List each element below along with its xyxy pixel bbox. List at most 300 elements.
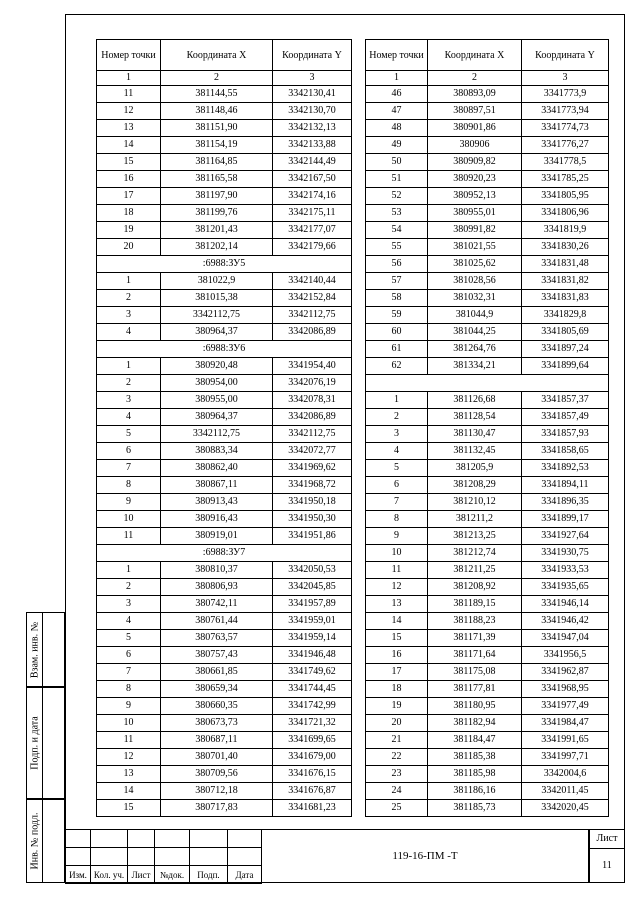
table-row [97, 511, 352, 528]
table-row [366, 681, 609, 698]
point-number-cell: 2 [97, 290, 161, 307]
coordinate-y-cell: 3341806,96 [522, 205, 609, 222]
coordinate-x-cell: 380661,85 [161, 664, 273, 681]
coordinate-y-cell: 3342078,31 [273, 392, 352, 409]
coordinate-x-cell: 380867,11 [161, 477, 273, 494]
point-number-cell: 13 [97, 766, 161, 783]
table-row [97, 664, 352, 681]
coordinate-y-cell: 3342144,49 [273, 154, 352, 171]
table-row [97, 596, 352, 613]
approval-side-strip [26, 612, 65, 883]
point-number-cell: 55 [366, 239, 428, 256]
coordinate-x-cell: 380862,40 [161, 460, 273, 477]
coordinate-y-cell: 3341721,32 [273, 715, 352, 732]
table-row [97, 120, 352, 137]
point-number-cell: 20 [97, 239, 161, 256]
coordinate-x-cell: 381189,15 [428, 596, 522, 613]
table-row [366, 511, 609, 528]
coordinate-y-cell: 3341679,00 [273, 749, 352, 766]
point-number-cell: 18 [366, 681, 428, 698]
coordinate-y-cell: 3341742,99 [273, 698, 352, 715]
coordinate-x-cell: 380709,56 [161, 766, 273, 783]
coordinate-y-cell: 3341681,23 [273, 800, 352, 817]
point-number-cell: 4 [366, 443, 428, 460]
table-row [97, 86, 352, 103]
table-row [97, 171, 352, 188]
point-number-cell: 5 [97, 426, 161, 443]
title-block-column: Дата [228, 866, 262, 884]
coordinate-x-cell: 381208,29 [428, 477, 522, 494]
coordinate-x-cell: 380883,34 [161, 443, 273, 460]
table-row [97, 375, 352, 392]
point-number-cell: 5 [366, 460, 428, 477]
table-row [97, 239, 352, 256]
point-number-cell: 22 [366, 749, 428, 766]
table-row [366, 86, 609, 103]
coordinate-y-cell: 3341699,65 [273, 732, 352, 749]
point-number-cell: 50 [366, 154, 428, 171]
table-row [97, 443, 352, 460]
coordinate-y-cell: 3341968,95 [522, 681, 609, 698]
point-number-cell: 9 [97, 698, 161, 715]
section-header-row [97, 341, 352, 358]
table-header-row [366, 40, 609, 71]
coordinate-x-cell: 380763,57 [161, 630, 273, 647]
point-number-cell: 49 [366, 137, 428, 154]
coordinate-x-cell: 381032,31 [428, 290, 522, 307]
coordinate-y-cell: 3341946,42 [522, 613, 609, 630]
table-row [97, 426, 352, 443]
coordinate-x-cell: 381205,9 [428, 460, 522, 477]
coordinate-y-cell: 3341744,45 [273, 681, 352, 698]
coordinate-x-cell: 381044,25 [428, 324, 522, 341]
coordinate-y-cell: 3341951,86 [273, 528, 352, 545]
column-number: 3 [273, 71, 352, 86]
table-row [97, 732, 352, 749]
table-row [97, 188, 352, 205]
point-number-cell: 2 [97, 579, 161, 596]
table-row [97, 630, 352, 647]
table-row [97, 494, 352, 511]
point-number-cell: 51 [366, 171, 428, 188]
column-number-row [366, 71, 609, 86]
point-number-cell: 62 [366, 358, 428, 375]
coordinate-x-cell: 381211,25 [428, 562, 522, 579]
coordinate-x-cell: 381264,76 [428, 341, 522, 358]
coordinate-x-cell: 380701,40 [161, 749, 273, 766]
point-number-cell: 11 [366, 562, 428, 579]
table-row [366, 528, 609, 545]
coordinates-table-right [365, 39, 609, 817]
coordinate-y-cell: 3341857,37 [522, 392, 609, 409]
side-label: Инв. № подл. [29, 812, 40, 870]
point-number-cell: 56 [366, 256, 428, 273]
coordinate-y-cell: 3341947,04 [522, 630, 609, 647]
table-row [97, 460, 352, 477]
coordinate-y-cell: 3342072,77 [273, 443, 352, 460]
table-row [97, 392, 352, 409]
coordinate-y-cell: 3341933,53 [522, 562, 609, 579]
table-row [366, 256, 609, 273]
point-number-cell: 3 [366, 426, 428, 443]
point-number-cell: 3 [97, 392, 161, 409]
table-row [366, 120, 609, 137]
coordinate-x-cell: 381132,45 [428, 443, 522, 460]
point-number-cell: 2 [366, 409, 428, 426]
coordinate-x-cell: 380757,43 [161, 647, 273, 664]
coordinate-x-cell: 380659,34 [161, 681, 273, 698]
coordinate-x-cell: 380901,86 [428, 120, 522, 137]
point-number-cell: 11 [97, 732, 161, 749]
table-row [366, 494, 609, 511]
point-number-cell: 21 [366, 732, 428, 749]
coordinate-x-cell: 380761,44 [161, 613, 273, 630]
coordinate-x-cell: 381199,76 [161, 205, 273, 222]
point-number-cell: 4 [97, 613, 161, 630]
point-number-cell: 1 [97, 273, 161, 290]
point-number-cell: 12 [97, 749, 161, 766]
point-number-cell: 25 [366, 800, 428, 817]
point-number-cell: 3 [97, 307, 161, 324]
table-row [366, 205, 609, 222]
point-number-cell: 7 [97, 460, 161, 477]
coordinates-table-left [96, 39, 352, 817]
coordinate-y-cell: 3341773,9 [522, 86, 609, 103]
table-row [366, 630, 609, 647]
document-number: 119-16-ПМ -Т [261, 829, 589, 883]
title-block-column: Лист [128, 866, 155, 884]
coordinate-y-cell: 3342011,45 [522, 783, 609, 800]
revision-table [65, 829, 262, 884]
sheet-box [589, 829, 625, 883]
table-row [366, 562, 609, 579]
point-number-cell: 10 [97, 511, 161, 528]
coordinate-x-cell: 380687,11 [161, 732, 273, 749]
coordinate-x-cell: 381171,64 [428, 647, 522, 664]
table-row [366, 188, 609, 205]
side-cell-inventory [26, 799, 65, 883]
table-row [366, 341, 609, 358]
table-row [97, 477, 352, 494]
coordinate-x-cell: 381182,94 [428, 715, 522, 732]
section-header-row [97, 256, 352, 273]
coordinate-x-cell: 381044,9 [428, 307, 522, 324]
coordinate-x-cell: 380742,11 [161, 596, 273, 613]
coordinate-x-cell: 381164,85 [161, 154, 273, 171]
coordinate-y-cell: 3341831,82 [522, 273, 609, 290]
point-number-cell: 57 [366, 273, 428, 290]
coordinate-x-cell: 381126,68 [428, 392, 522, 409]
table-row [97, 800, 352, 817]
point-number-cell: 24 [366, 783, 428, 800]
point-number-cell: 8 [97, 681, 161, 698]
coordinate-y-cell: 3341959,01 [273, 613, 352, 630]
title-block-column: №док. [155, 866, 190, 884]
point-number-cell: 53 [366, 205, 428, 222]
table-row [366, 783, 609, 800]
coordinate-y-cell: 3341950,18 [273, 494, 352, 511]
coordinate-x-cell: 380810,37 [161, 562, 273, 579]
point-number-cell: 2 [97, 375, 161, 392]
coordinate-y-cell: 3341857,93 [522, 426, 609, 443]
coordinate-x-cell: 380909,82 [428, 154, 522, 171]
coordinate-y-cell: 3342076,19 [273, 375, 352, 392]
coordinate-y-cell: 3341977,49 [522, 698, 609, 715]
table-row [366, 392, 609, 409]
coordinate-y-cell: 3341930,75 [522, 545, 609, 562]
coordinate-y-cell: 3341894,11 [522, 477, 609, 494]
table-row [97, 562, 352, 579]
coordinate-y-cell: 3342152,84 [273, 290, 352, 307]
column-number: 3 [522, 71, 609, 86]
table-row [366, 307, 609, 324]
coordinate-x-cell: 381022,9 [161, 273, 273, 290]
point-number-cell: 12 [366, 579, 428, 596]
coordinate-x-cell: 3342112,75 [161, 426, 273, 443]
point-number-cell: 1 [366, 392, 428, 409]
table-row [366, 613, 609, 630]
table-row [97, 749, 352, 766]
table-row [366, 290, 609, 307]
table-row [97, 290, 352, 307]
side-cell-replacement [26, 612, 65, 687]
coordinate-y-cell: 3341676,15 [273, 766, 352, 783]
section-title: :6988:ЗУ6 [97, 341, 352, 358]
column-number: 2 [428, 71, 522, 86]
table-row [366, 460, 609, 477]
coordinate-x-cell: 381334,21 [428, 358, 522, 375]
coordinate-y-cell: 3341896,35 [522, 494, 609, 511]
sheet-label: Лист [590, 830, 624, 849]
table-row [97, 307, 352, 324]
coordinate-y-cell: 3341957,89 [273, 596, 352, 613]
coordinate-x-cell: 381197,90 [161, 188, 273, 205]
point-number-cell: 3 [97, 596, 161, 613]
coordinate-y-cell: 3341997,71 [522, 749, 609, 766]
coordinate-y-cell: 3341956,5 [522, 647, 609, 664]
coordinate-x-cell: 380964,37 [161, 324, 273, 341]
coordinate-x-cell: 381213,25 [428, 528, 522, 545]
coordinate-y-cell: 3342177,07 [273, 222, 352, 239]
point-number-cell: 8 [97, 477, 161, 494]
coordinate-y-cell: 3341831,48 [522, 256, 609, 273]
point-number-cell: 6 [97, 647, 161, 664]
coordinate-x-cell: 381128,54 [428, 409, 522, 426]
coordinate-x-cell: 381208,92 [428, 579, 522, 596]
table-row [97, 783, 352, 800]
table-row [366, 103, 609, 120]
coordinate-x-cell: 381188,23 [428, 613, 522, 630]
table-row [366, 545, 609, 562]
table-row [366, 426, 609, 443]
column-number: 1 [366, 71, 428, 86]
table-row [366, 477, 609, 494]
coordinate-y-cell: 3342132,13 [273, 120, 352, 137]
coordinate-x-cell: 381165,58 [161, 171, 273, 188]
column-number: 2 [161, 71, 273, 86]
coordinate-y-cell: 3341831,83 [522, 290, 609, 307]
coordinate-y-cell: 3341897,24 [522, 341, 609, 358]
table-row [366, 443, 609, 460]
coordinate-y-cell: 3341773,94 [522, 103, 609, 120]
blank-cell [366, 375, 609, 392]
point-number-cell: 8 [366, 511, 428, 528]
table-row [366, 715, 609, 732]
coordinate-y-cell: 3342086,89 [273, 324, 352, 341]
coordinate-x-cell: 381154,19 [161, 137, 273, 154]
coordinate-y-cell: 3341946,14 [522, 596, 609, 613]
coordinate-y-cell: 3341830,26 [522, 239, 609, 256]
point-number-cell: 46 [366, 86, 428, 103]
coordinate-x-cell: 380920,23 [428, 171, 522, 188]
coordinate-y-cell: 3341805,95 [522, 188, 609, 205]
table-header-row [97, 40, 352, 71]
coordinate-x-cell: 381144,55 [161, 86, 273, 103]
coordinate-x-cell: 381151,90 [161, 120, 273, 137]
table-row [97, 409, 352, 426]
header-coordinate-x: Координата X [161, 40, 273, 71]
coordinate-x-cell: 381175,08 [428, 664, 522, 681]
table-row [97, 358, 352, 375]
blank-row [366, 375, 609, 392]
header-coordinate-x: Координата X [428, 40, 522, 71]
point-number-cell: 52 [366, 188, 428, 205]
point-number-cell: 59 [366, 307, 428, 324]
table-row [97, 579, 352, 596]
table-row [366, 324, 609, 341]
header-coordinate-y: Координата Y [522, 40, 609, 71]
coordinate-x-cell: 3342112,75 [161, 307, 273, 324]
point-number-cell: 16 [97, 171, 161, 188]
coordinate-y-cell: 3341899,17 [522, 511, 609, 528]
side-label: Взам. инв. № [29, 621, 40, 678]
coordinate-y-cell: 3341991,65 [522, 732, 609, 749]
coordinate-y-cell: 3341819,9 [522, 222, 609, 239]
coordinate-y-cell: 3342167,50 [273, 171, 352, 188]
coordinate-y-cell: 3341892,53 [522, 460, 609, 477]
point-number-cell: 15 [366, 630, 428, 647]
coordinate-x-cell: 381130,47 [428, 426, 522, 443]
point-number-cell: 13 [366, 596, 428, 613]
coordinate-x-cell: 380893,09 [428, 86, 522, 103]
coordinate-x-cell: 380913,43 [161, 494, 273, 511]
table-row [97, 154, 352, 171]
coordinate-y-cell: 3342130,41 [273, 86, 352, 103]
coordinate-y-cell: 3342045,85 [273, 579, 352, 596]
coordinate-y-cell: 3342140,44 [273, 273, 352, 290]
coordinate-y-cell: 3341805,69 [522, 324, 609, 341]
table-row [366, 171, 609, 188]
coordinate-y-cell: 3341749,62 [273, 664, 352, 681]
section-title: :6988:ЗУ7 [97, 545, 352, 562]
coordinate-x-cell: 381185,38 [428, 749, 522, 766]
point-number-cell: 1 [97, 562, 161, 579]
coordinate-y-cell: 3341935,65 [522, 579, 609, 596]
table-row [97, 222, 352, 239]
coordinate-y-cell: 3341778,5 [522, 154, 609, 171]
point-number-cell: 19 [366, 698, 428, 715]
coordinate-x-cell: 380712,18 [161, 783, 273, 800]
coordinate-y-cell: 3341829,8 [522, 307, 609, 324]
point-number-cell: 1 [97, 358, 161, 375]
coordinate-x-cell: 381212,74 [428, 545, 522, 562]
title-block [65, 829, 625, 883]
coordinate-y-cell: 3342112,75 [273, 426, 352, 443]
point-number-cell: 14 [97, 783, 161, 800]
point-number-cell: 58 [366, 290, 428, 307]
point-number-cell: 9 [97, 494, 161, 511]
coordinate-x-cell: 380952,13 [428, 188, 522, 205]
coordinate-x-cell: 381177,81 [428, 681, 522, 698]
table-row [97, 137, 352, 154]
coordinate-x-cell: 381184,47 [428, 732, 522, 749]
point-number-cell: 15 [97, 154, 161, 171]
point-number-cell: 14 [366, 613, 428, 630]
coordinate-x-cell: 381021,55 [428, 239, 522, 256]
coordinate-x-cell: 380906 [428, 137, 522, 154]
coordinate-y-cell: 3342179,66 [273, 239, 352, 256]
table-row [97, 766, 352, 783]
table-row [366, 698, 609, 715]
table-row [366, 749, 609, 766]
title-block-column: Кол. уч. [91, 866, 128, 884]
coordinate-y-cell: 3341969,62 [273, 460, 352, 477]
coordinate-y-cell: 3341857,49 [522, 409, 609, 426]
coordinate-y-cell: 3342050,53 [273, 562, 352, 579]
point-number-cell: 17 [97, 188, 161, 205]
table-row [366, 154, 609, 171]
point-number-cell: 11 [97, 528, 161, 545]
coordinate-y-cell: 3341927,64 [522, 528, 609, 545]
coordinate-x-cell: 381015,38 [161, 290, 273, 307]
point-number-cell: 9 [366, 528, 428, 545]
coordinate-x-cell: 381148,46 [161, 103, 273, 120]
coordinate-y-cell: 3342112,75 [273, 307, 352, 324]
coordinate-x-cell: 380916,43 [161, 511, 273, 528]
point-number-cell: 13 [97, 120, 161, 137]
table-row [366, 732, 609, 749]
coordinate-x-cell: 380717,83 [161, 800, 273, 817]
table-row [97, 715, 352, 732]
coordinate-y-cell: 3341950,30 [273, 511, 352, 528]
coordinate-y-cell: 3341959,14 [273, 630, 352, 647]
table-row [366, 766, 609, 783]
table-row [366, 596, 609, 613]
sheet-number: 11 [602, 860, 612, 871]
point-number-cell: 14 [97, 137, 161, 154]
point-number-cell: 18 [97, 205, 161, 222]
table-row [366, 222, 609, 239]
coordinate-y-cell: 3342130,70 [273, 103, 352, 120]
coordinate-y-cell: 3342175,11 [273, 205, 352, 222]
point-number-cell: 19 [97, 222, 161, 239]
coordinate-y-cell: 3341954,40 [273, 358, 352, 375]
title-block-column: Подп. [190, 866, 228, 884]
coordinate-y-cell: 3341774,73 [522, 120, 609, 137]
point-number-cell: 15 [97, 800, 161, 817]
coordinate-y-cell: 3341676,87 [273, 783, 352, 800]
coordinate-x-cell: 381202,14 [161, 239, 273, 256]
coordinate-y-cell: 3341776,27 [522, 137, 609, 154]
table-row [366, 579, 609, 596]
side-label: Подп. и дата [29, 716, 40, 770]
coordinate-y-cell: 3341785,25 [522, 171, 609, 188]
table-row [97, 324, 352, 341]
table-row [366, 137, 609, 154]
coordinate-x-cell: 380919,01 [161, 528, 273, 545]
title-block-column: Изм. [66, 866, 91, 884]
coordinate-x-cell: 380954,00 [161, 375, 273, 392]
